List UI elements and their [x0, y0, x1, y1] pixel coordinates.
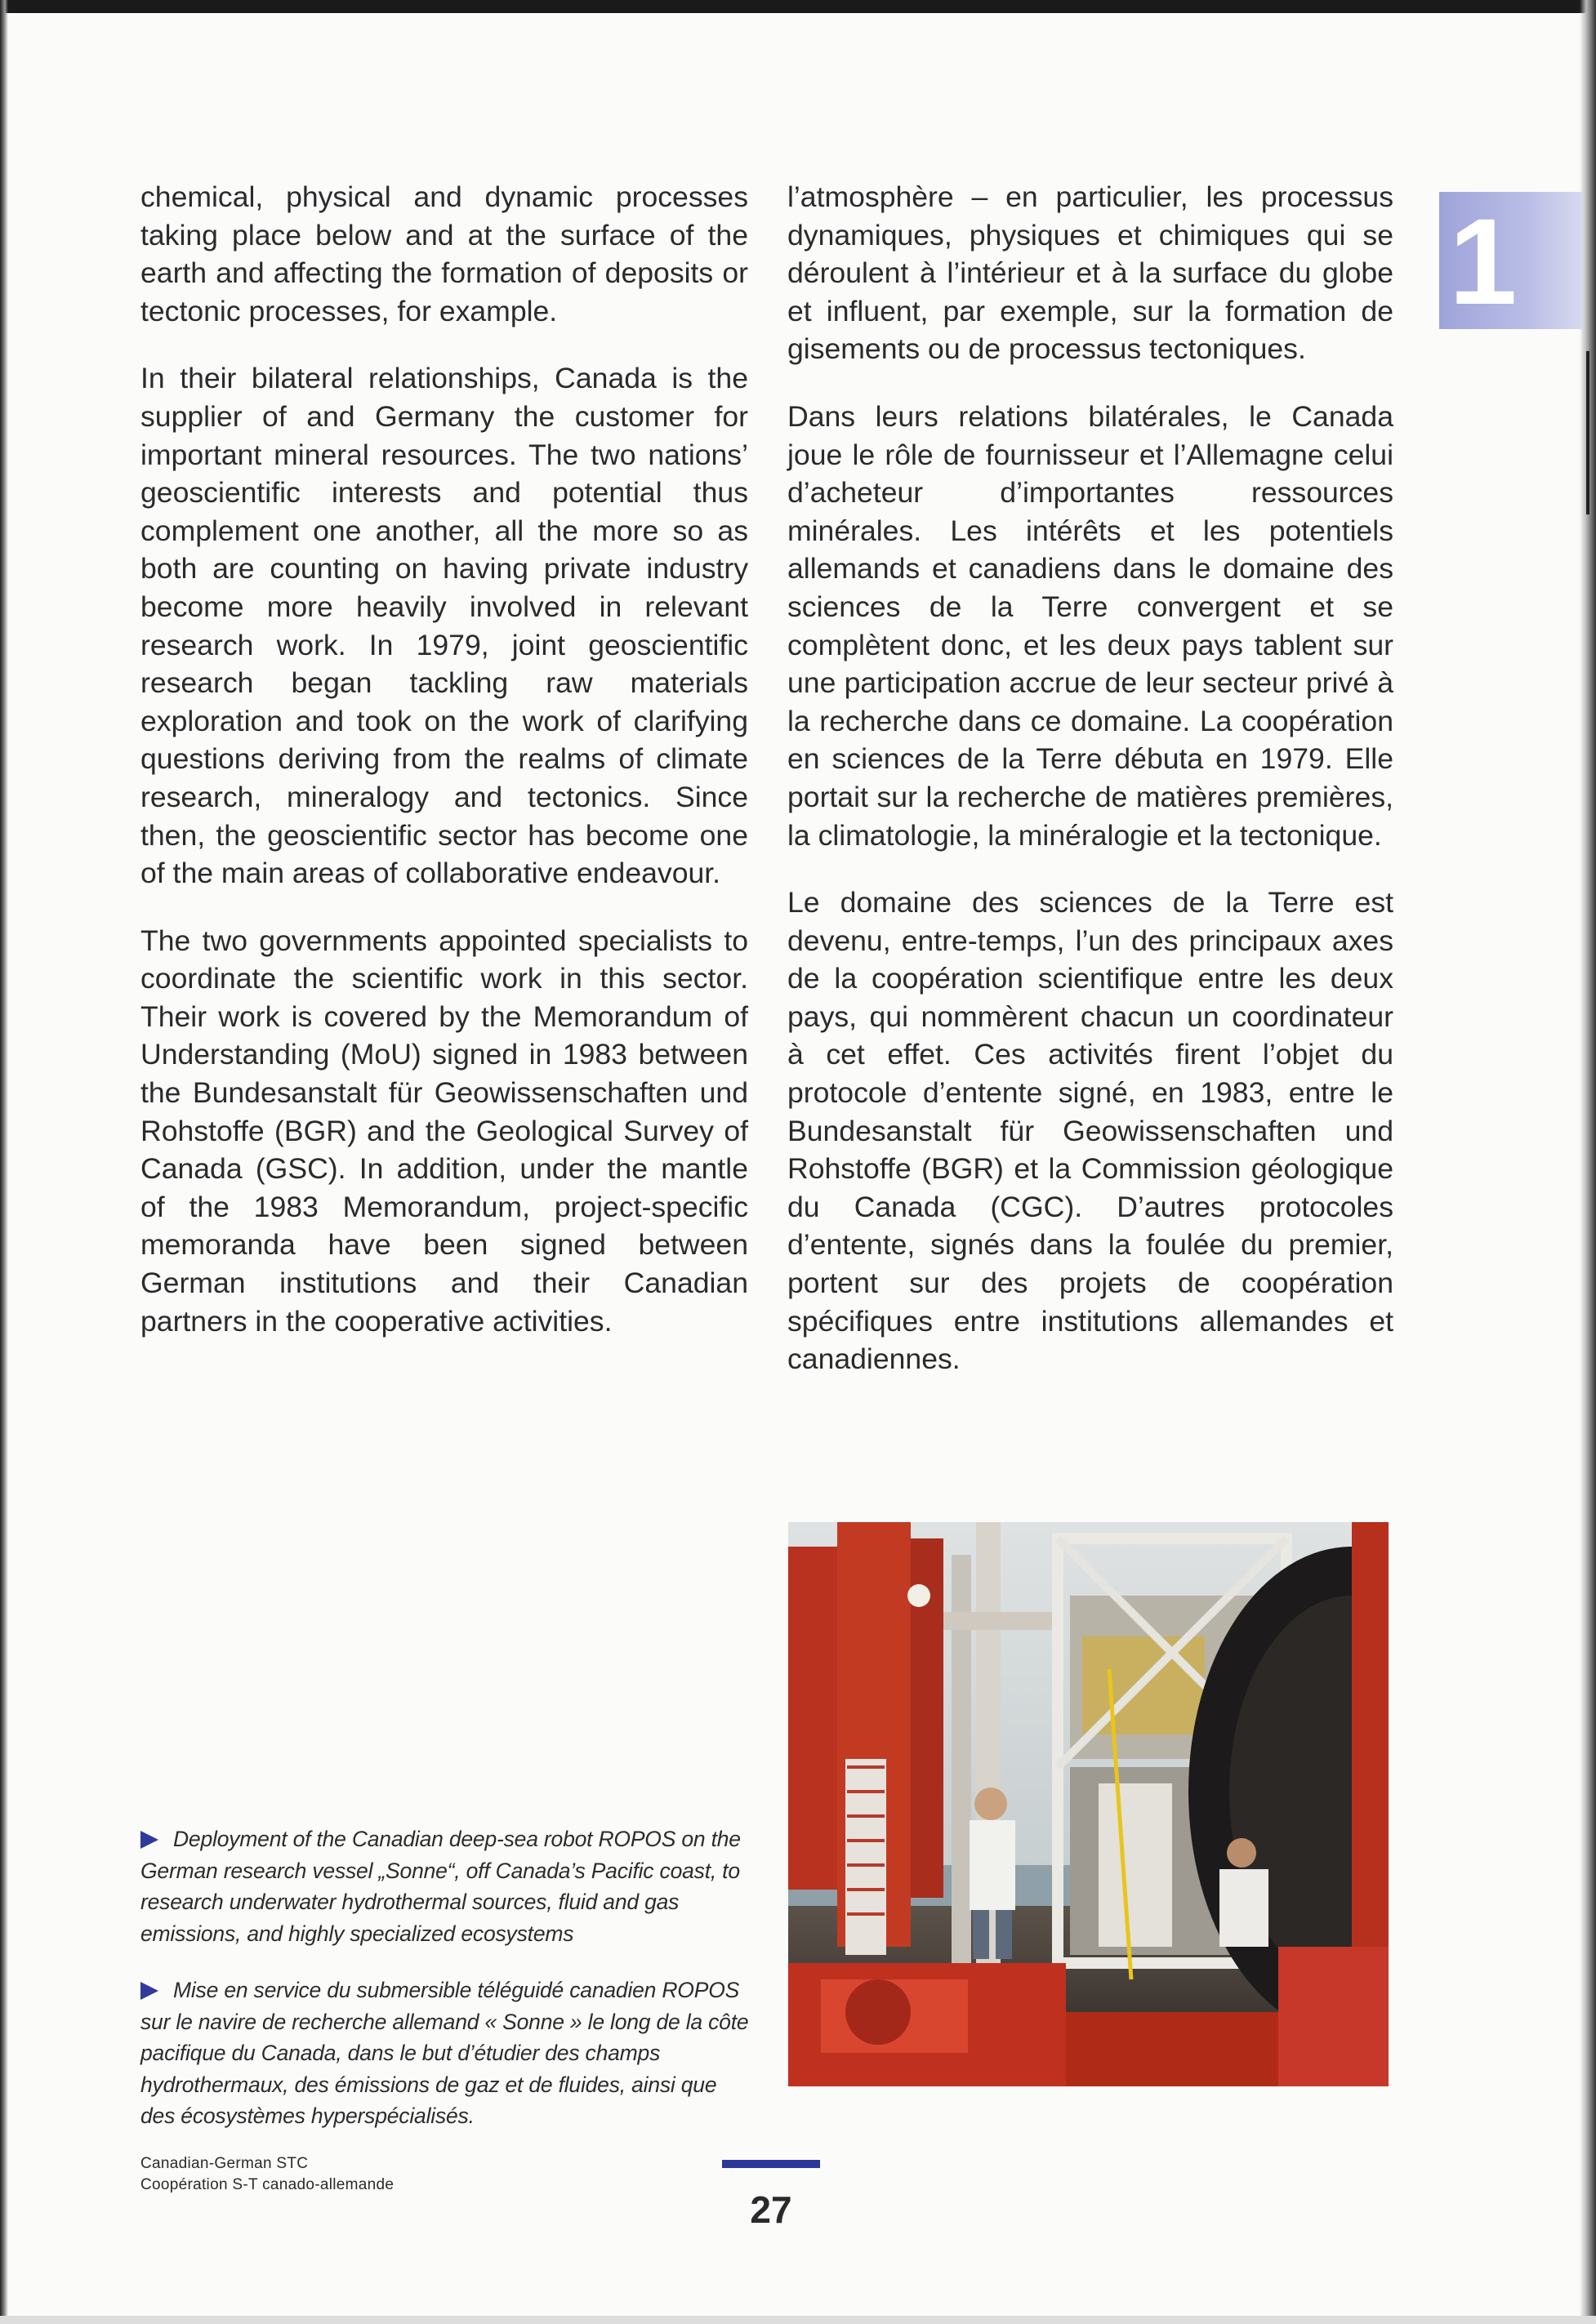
page-number: 27	[750, 2188, 792, 2231]
caption-english-text: Deployment of the Canadian deep-sea robot ROPOS on the German research vessel „Sonne“, off Canada’s Pacific coast, to research underwater hydrothermal sources, fluid and gas emissions, and highly specialized ecosystems	[140, 1827, 741, 1946]
left-paragraph-1: chemical, physical and dynamic processes taking place below and at the surface of the earth and affecting the formation of deposits or tectonic processes, for example.	[140, 180, 748, 327]
page-edge-mark	[1586, 351, 1589, 514]
chapter-tab	[1439, 192, 1583, 329]
footer-publication-french: Coopération S-T canado-allemande	[140, 2176, 395, 2193]
scan-edge-bottom	[0, 2316, 1596, 2324]
left-paragraph-3: The two governments appointed specialists to coordinate the scientific work in this sector. Their work is covered by the Memorandum of Understanding (MoU) signed in 1983 between the Bundesanstalt für Geowissenschaften und Rohstoffe (BGR) and the Geological Survey of Canada (GSC). In addition, under the mantle of the 1983 Memorandum, project-specific memoranda have been signed between German institutions and their Canadian partners in the cooperative activities.	[140, 924, 748, 1338]
page-number-bar	[722, 2160, 820, 2168]
scan-edge-right	[1580, 0, 1596, 2324]
ropos-deployment-photo	[788, 1522, 1389, 2086]
footer-publication-english: Canadian-German STC	[140, 2155, 309, 2172]
caption-french	[140, 1975, 753, 2132]
triangle-bullet-icon	[140, 1831, 158, 1849]
right-paragraph-3: Le domaine des sciences de la Terre est devenu, entre-temps, l’un des principaux axes de la coopération scientifique entre les deux pays, qui nommèrent chacun un coordinateur à cet effet. Ces activités firent l’objet du protocole d’entente signé, en 1983, entre le Bundesanstalt für Geowissenschaften und Rohstoffe (BGR) et la Commission géologique du Canada (CGC). D’autres protocoles d’entente, signés dans la foulée du premier, portent sur des projets de coopération spécifiques entre institutions allemandes et canadiennes.	[787, 886, 1393, 1376]
left-text-column	[140, 178, 748, 1369]
chapter-number: 1	[1449, 193, 1518, 330]
left-paragraph-2: In their bilateral relationships, Canada is the supplier of and Germany the customer for important mineral resources. The two nations’ geoscientific interests and potential thus complement one another, all the more so as both are counting on having private industry become more heavily involved in relevant research work. In 1979, joint geoscientific research began tackling raw materials exploration and took on the work of clarifying questions deriving from the realms of climate research, mineralogy and tectonics. Since then, the geoscientific sector has become one of the main areas of collaborative endeavour.	[140, 362, 748, 890]
right-paragraph-1: l’atmosphère – en particulier, les processus dynamiques, physiques et chimiques qui se déroulent à l’intérieur et à la surface du globe et influent, par exemple, sur la formation de gisements ou de processus tectoniques.	[787, 180, 1393, 366]
triangle-bullet-icon	[140, 1982, 158, 2000]
caption-english	[140, 1823, 753, 1949]
right-paragraph-2: Dans leurs relations bilatérales, le Canada joue le rôle de fournisseur et l’Allemagne celui d’acheteur d’importantes ressources minérales. Les intérêts et les potentiels allemands et canadiens dans le domaine des sciences de la Terre convergent et se complètent donc, et les deux pays tablent sur une participation accrue de leur secteur privé à la recherche dans ce domaine. La coopération en sciences de la Terre débuta en 1979. Elle portait sur la recherche de matières premières, la climatologie, la minéralogie et la tectonique.	[787, 399, 1393, 852]
right-text-column	[787, 178, 1393, 1408]
scan-edge-left	[0, 0, 8, 2324]
caption-french-text: Mise en service du submersible téléguidé canadien ROPOS sur le navire de recherche allemand « Sonne » le long de la côte pacifique du Canada, dans le but d’étudier des champs hydrothermaux, des émissions de gaz et de fluides, ainsi que des écosystèmes hyperspécialisés.	[140, 1978, 749, 2129]
scan-edge-top	[0, 0, 1596, 13]
